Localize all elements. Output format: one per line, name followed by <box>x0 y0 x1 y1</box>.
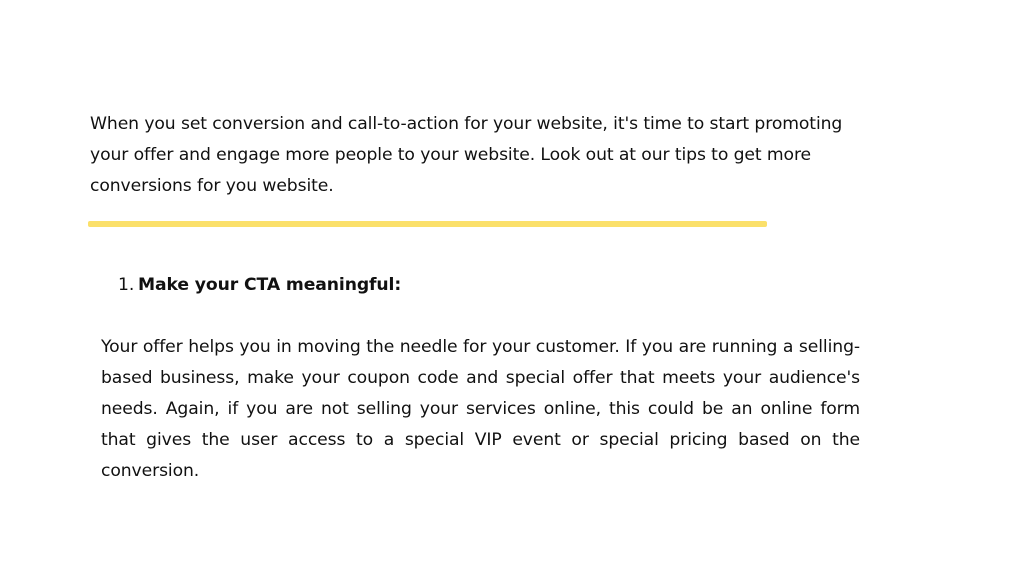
tip-heading: Make your CTA meaningful: <box>138 275 402 295</box>
list-item-number: 1. <box>118 275 135 295</box>
tips-list <box>118 270 401 301</box>
tip-body-paragraph: Your offer helps you in moving the needle for your customer. If you are running a selling-based business, make your coupon code and special offer that meets your audience's needs. Again, if you are not selling your services online, this could be an online form that gives the user access to a special VIP event or special pricing based on the conversion. <box>101 337 860 481</box>
list-item <box>118 270 401 301</box>
yellow-divider <box>88 221 767 227</box>
intro-paragraph: When you set conversion and call-to-action for your website, it's time to start promoting your offer and engage more people to your website. Look out at our tips to get more conversions for you website. <box>90 114 843 196</box>
